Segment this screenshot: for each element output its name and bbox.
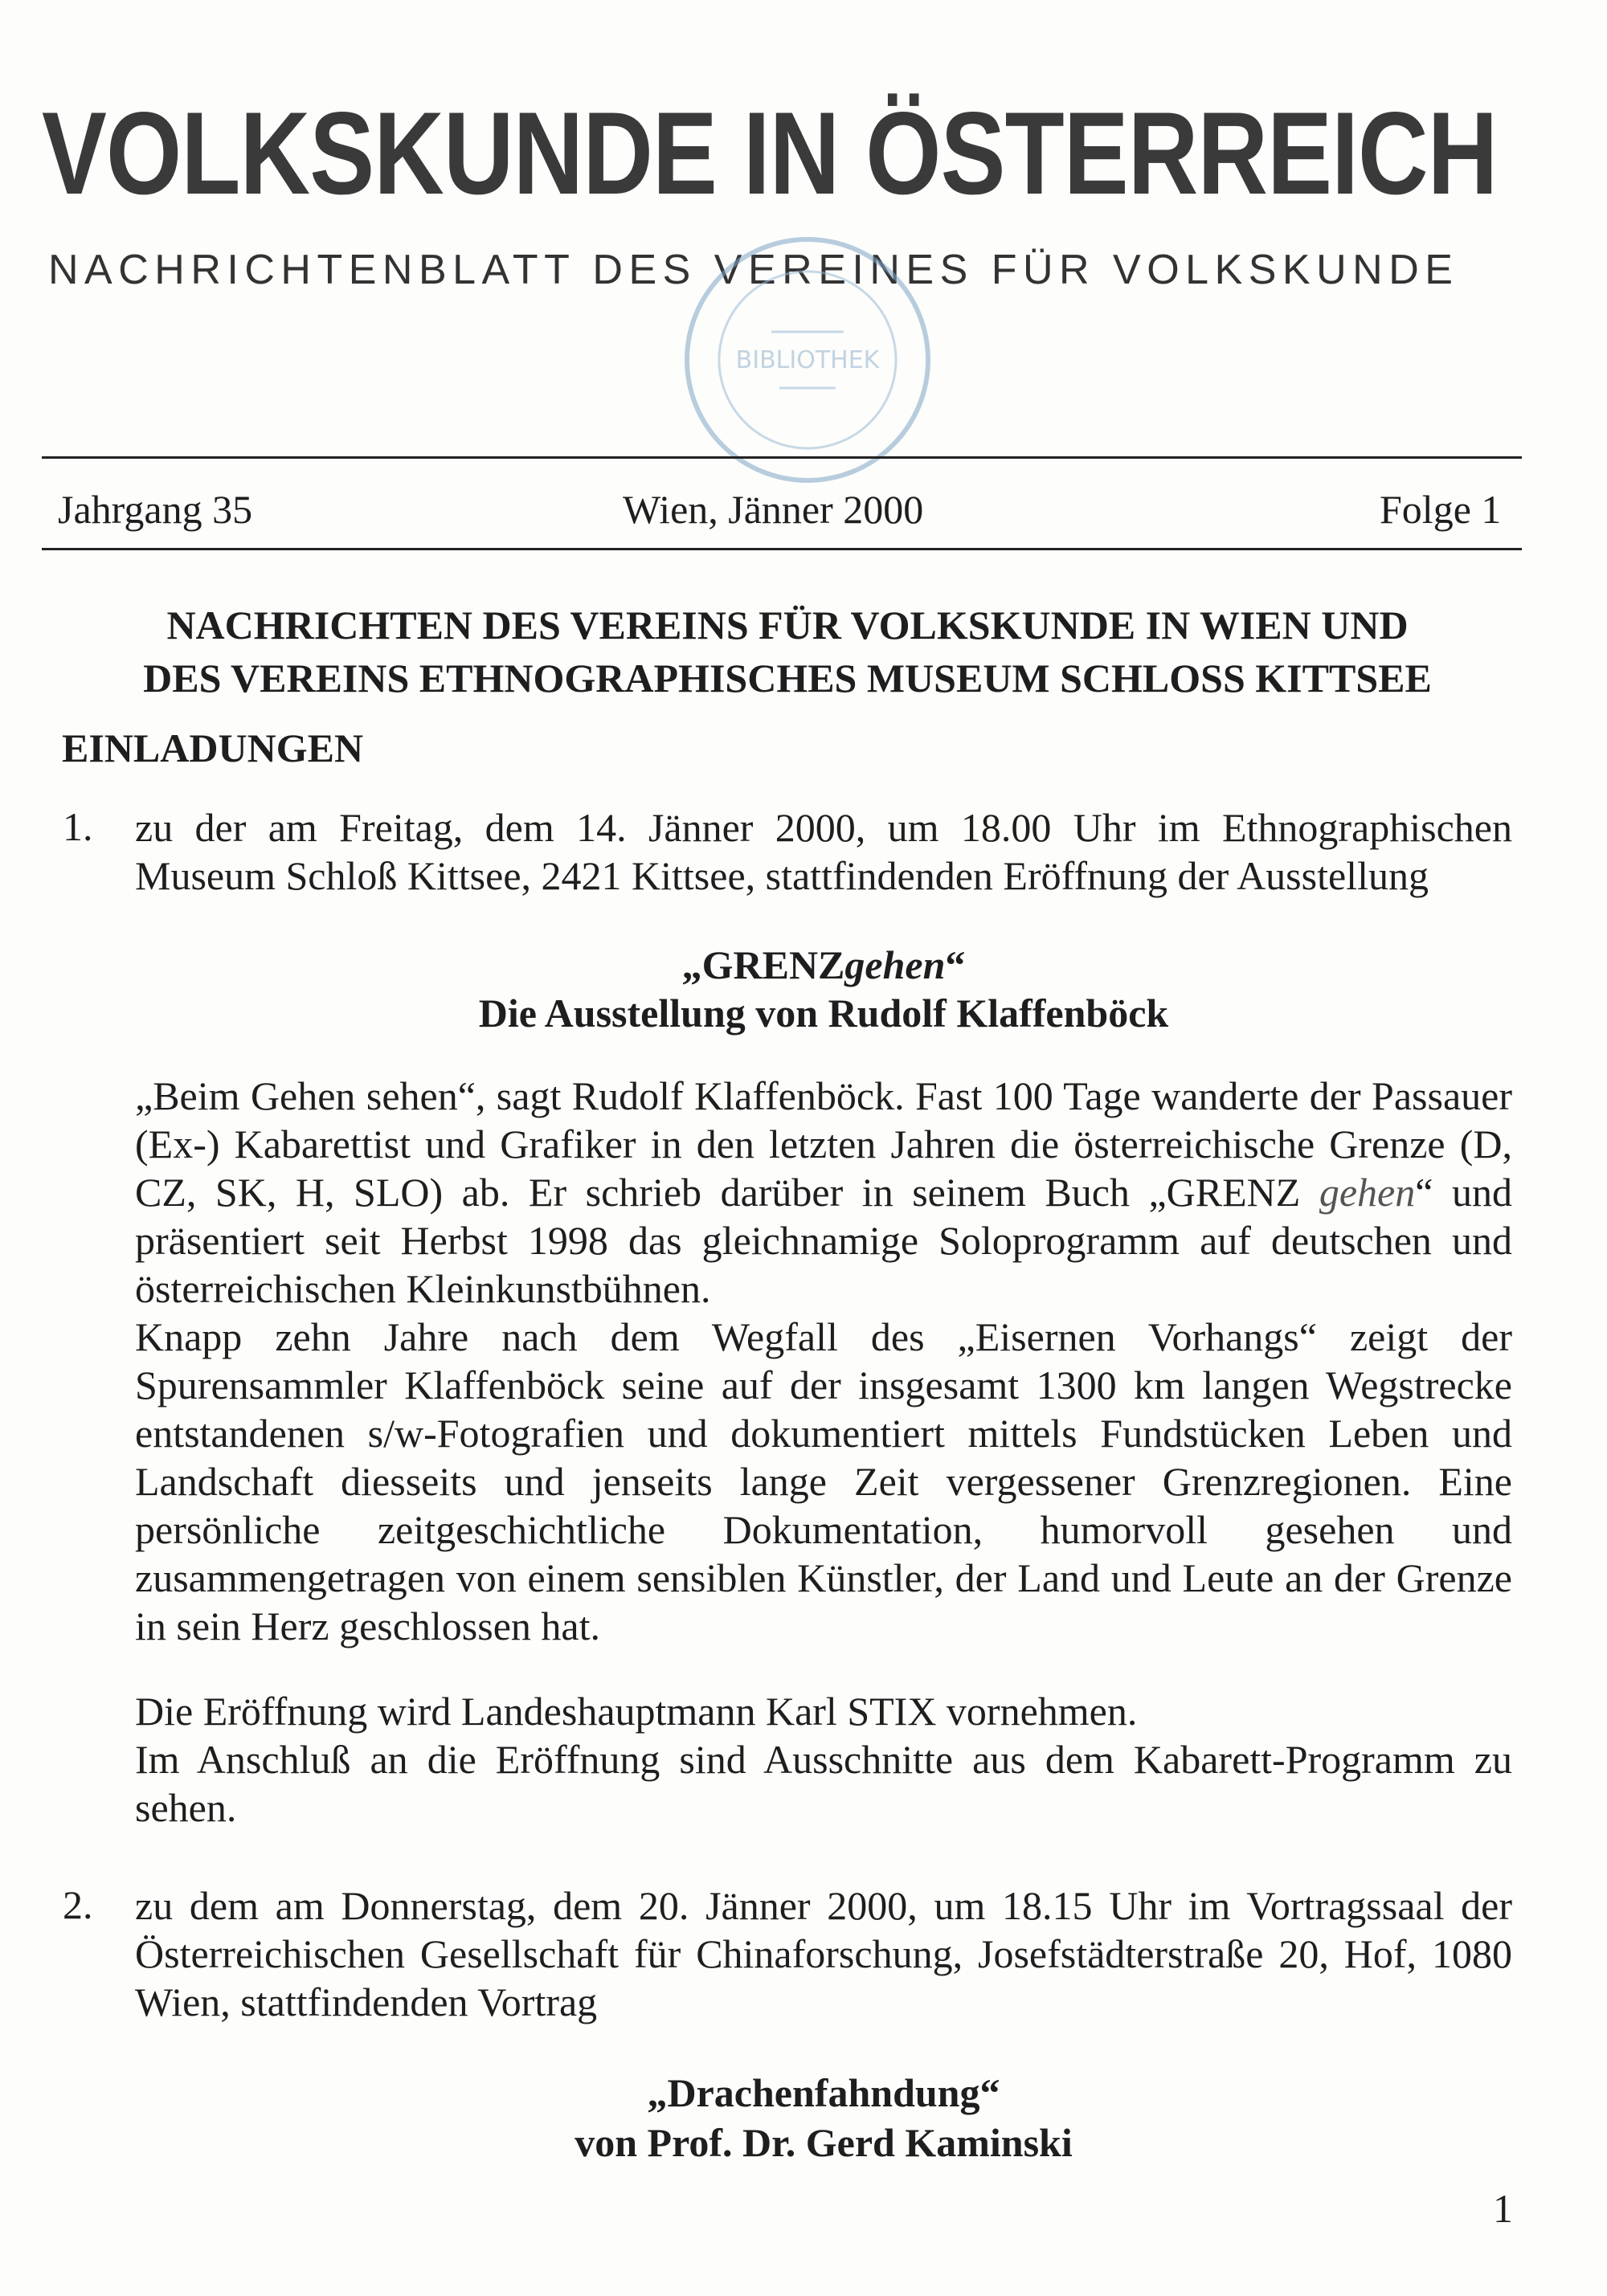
item-1-text: zu der am Freitag, dem 14. Jänner 2000, um 18.00 Uhr im Ethnographischen Museum Schloß Kittsee, 2421 Kittsee, stattfindenden Eröffnung der Ausstellung [135,805,1512,898]
exhibition-details: Knapp zehn Jahre nach dem Wegfall des „Eisernen Vorhangs“ zeigt der Spurensammler Klaffenböck seine auf der insgesamt 1300 km langen Wegstrecke entstandenen s/w-Fotografien und dokumentiert mittels Fundstücken Leben und Landschaft diesseits und jenseits lange Zeit vergessener Grenzregionen. Eine persönliche zeitgeschichtliche Dokumentation, humorvoll gesehen und zusammengetragen von einem sensiblen Künstler, der Land und Leute an der Grenze in sein Herz geschlossen hat. [135,1314,1512,1648]
exhibition-title-italic: gehen [844,942,946,987]
masthead-subtitle: NACHRICHTENBLATT DES VEREINES FÜR VOLKSKUNDE [48,247,1459,293]
issue-place-date: Wien, Jänner 2000 [623,487,924,532]
masthead-title: VOLKSKUNDE IN ÖSTERREICH [42,88,1498,219]
page-number: 1 [1493,2186,1513,2231]
stamp-text: BIBLIOTHEK [735,346,880,374]
description-part-b: “ und präsentiert seit Herbst 1998 das gleichnamige Soloprogramm auf deutschen und österreichischen Kleinkunstbühnen. [135,1170,1512,1311]
issue-volume: Jahrgang 35 [58,487,253,532]
page-heading [48,599,1527,705]
lecture-title: „Drachenfahndung“ [647,2070,1000,2115]
section-title: EINLADUNGEN [62,725,364,770]
library-stamp [671,223,944,496]
item-2-text: zu dem am Donnerstag, dem 20. Jänner 2000, um 18.15 Uhr im Vortragssaal der Österreichischen Gesellschaft für Chinaforschung, Josefstädterstraße 20, Hof, 1080 Wien, stattfindenden Vortrag [135,1883,1512,2024]
bottom-rule [42,548,1522,550]
exhibition-title-open: „GRENZ [681,942,845,987]
exhibition-title [135,940,1512,990]
description-italic: gehen [1319,1170,1416,1215]
item-1-number: 1. [63,804,93,849]
exhibition-description [135,1072,1512,1313]
item-2-number: 2. [63,1882,93,1927]
lecture-speaker: von Prof. Dr. Gerd Kaminski [575,2120,1073,2165]
cabaret-note: Im Anschluß an die Eröffnung sind Ausschnitte aus dem Kabarett-Programm zu sehen. [135,1737,1512,1830]
description-part-a: „Beim Gehen sehen“, sagt Rudolf Klaffenböck. Fast 100 Tage wanderte der Passauer (Ex-) Kabarettist und Grafiker in den letzten Jahren die österreichische Grenze (D, CZ, SK, H, SLO) ab. Er schrieb darüber in seinem Buch „GRENZ [135,1073,1512,1215]
heading-line-2: DES VEREINS ETHNOGRAPHISCHES MUSEUM SCHLOSS KITTSEE [143,656,1432,701]
opening-note: Die Eröffnung wird Landeshauptmann Karl STIX vornehmen. [135,1689,1138,1734]
exhibition-subtitle: Die Ausstellung von Rudolf Klaffenböck [478,991,1169,1036]
heading-line-1: NACHRICHTEN DES VEREINS FÜR VOLKSKUNDE IN WIEN UND [166,603,1409,648]
exhibition-title-close: “ [945,942,966,987]
top-rule [42,456,1522,459]
issue-number: Folge 1 [1380,487,1502,532]
